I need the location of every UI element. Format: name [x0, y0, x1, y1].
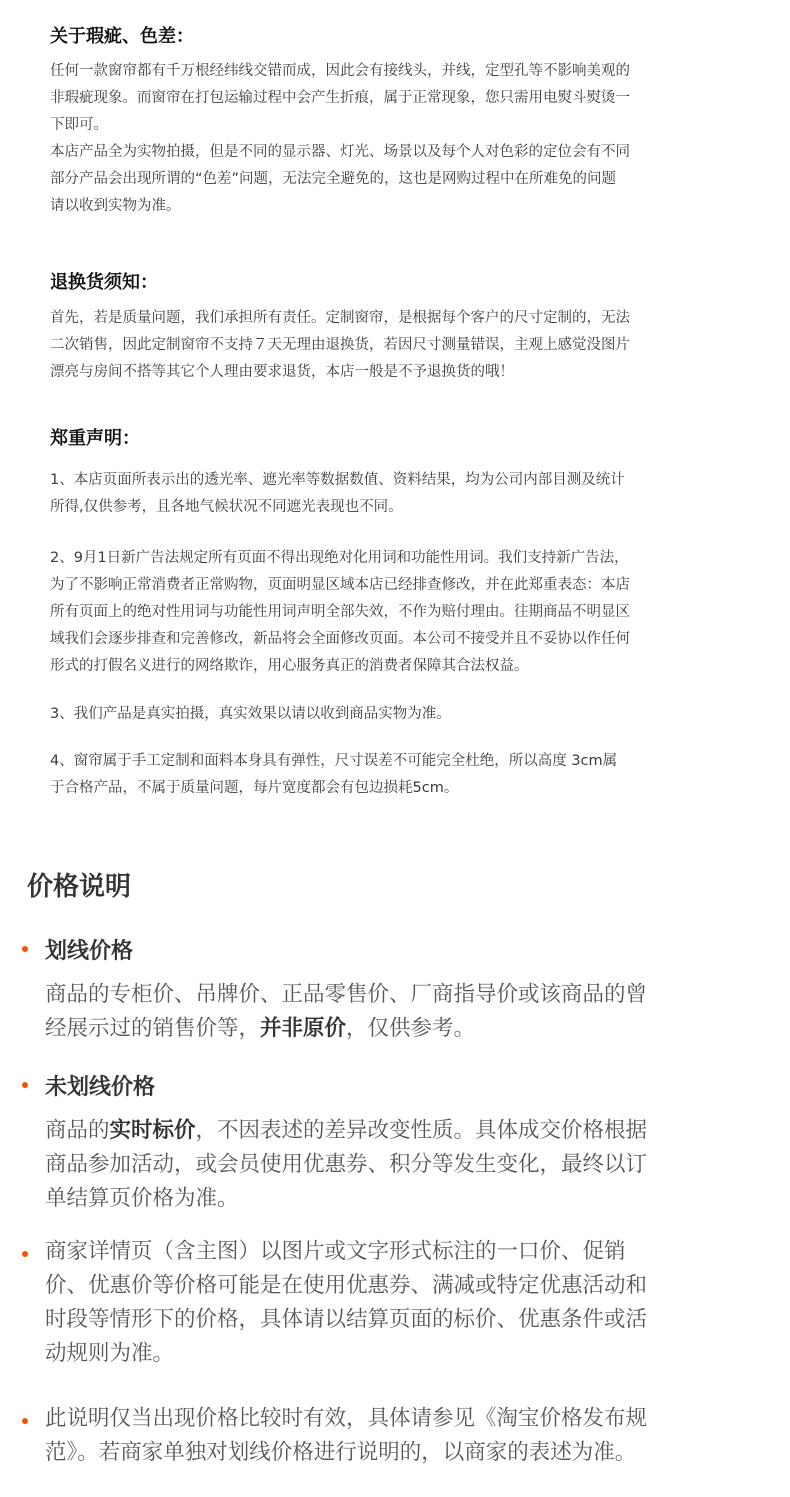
text-line: 1、本店页面所表示出的透光率、遮光率等数据数值、资料结果，均为公司内部目测及统计: [50, 472, 625, 488]
no-strike-price-body: [45, 1114, 770, 1216]
text-line: 本店产品全为实物拍摄，但是不同的显示器、灯光、场景以及每个人对色彩的定位会有不同: [50, 144, 630, 160]
returns-paragraph: [50, 305, 750, 386]
statement-item-3: [50, 701, 750, 728]
statement-item-2: [50, 545, 750, 680]
strike-price-body: [45, 978, 770, 1046]
text-line: 3、我们产品是真实拍摄，真实效果以请以收到商品实物为准。: [50, 706, 451, 722]
bullet-dot-icon: [22, 1418, 28, 1424]
text-line: 为了不影响正常消费者正常购物，页面明显区域本店已经排查修改，并在此郑重表态：本店: [50, 577, 630, 593]
text-line: 价、优惠价等价格可能是在使用优惠券、满减或特定优惠活动和: [45, 1273, 648, 1298]
price-note-body: [45, 1402, 770, 1470]
text-line: 商品的实时标价，不因表述的差异改变性质。具体成交价格根据: [45, 1118, 648, 1143]
text-line: 此说明仅当出现价格比较时有效，具体请参见《淘宝价格发布规: [45, 1406, 648, 1431]
text-line: 商家详情页（含主图）以图片或文字形式标注的一口价、促销: [45, 1239, 626, 1264]
text-line: 所得,仅供参考，且各地气候状况不同遮光表现也不同。: [50, 499, 403, 515]
text-line: 任何一款窗帘都有千万根经纬线交错而成，因此会有接线头，并线，定型孔等不影响美观的: [50, 63, 630, 79]
text-line: 4、窗帘属于手工定制和面料本身具有弹性，尺寸误差不可能完全杜绝，所以高度 3cm属: [50, 753, 618, 769]
text-line: 漂亮与房间不搭等其它个人理由要求退货，本店一般是不予退换货的哦！: [50, 364, 514, 380]
text-line: 请以收到实物为准。: [50, 198, 181, 214]
bullet-dot-icon: [22, 1082, 28, 1088]
no-strike-price-title: 未划线价格: [45, 1075, 156, 1100]
text-line: 二次销售，因此定制窗帘不支持７天无理由退换货，若因尺寸测量错误，主观上感觉没图片: [50, 337, 630, 353]
text-line: 于合格产品，不属于质量问题，每片宽度都会有包边损耗5cm。: [50, 780, 459, 796]
text-line: 所有页面上的绝对性用词与功能性用词声明全部失效，不作为赔付理由。往期商品不明显区: [50, 604, 630, 620]
text-line: 单结算页价格为准。: [45, 1186, 239, 1211]
returns-title: 退换货须知：: [50, 272, 158, 293]
highlight-text: 并非原价: [260, 1016, 347, 1041]
text-line: 部分产品会出现所谓的“色差”问题，无法完全避免的，这也是网购过程中在所难免的问题: [50, 171, 617, 187]
text-line: 首先，若是质量问题，我们承担所有责任。定制窗帘，是根据每个客户的尺寸定制的，无法: [50, 310, 630, 326]
detail-price-body: [45, 1235, 770, 1371]
statement-item-4: [50, 748, 750, 802]
flaws-title: 关于瑕疵、色差：: [50, 26, 194, 47]
text-line: 形式的打假名义进行的网络欺诈，用心服务真正的消费者保障其合法权益。: [50, 658, 529, 674]
statement-item-1: [50, 467, 750, 521]
text-line: 下即可。: [50, 117, 108, 133]
text-line: 非瑕疵现象。而窗帘在打包运输过程中会产生折痕，属于正常现象，您只需用电熨斗熨烫一: [50, 90, 630, 106]
text-line: 2、9月1日新广告法规定所有页面不得出现绝对化用词和功能性用词。我们支持新广告法，: [50, 550, 629, 566]
text-line: 范》。若商家单独对划线价格进行说明的，以商家的表述为准。: [45, 1440, 637, 1465]
text-line: 商品的专柜价、吊牌价、正品零售价、厂商指导价或该商品的曾: [45, 982, 648, 1007]
text-line: 时段等情形下的价格，具体请以结算页面的标价、优惠条件或活: [45, 1307, 648, 1332]
bullet-dot-icon: [22, 1251, 28, 1257]
price-heading: 价格说明: [27, 872, 132, 902]
highlight-text: 实时标价: [109, 1118, 196, 1143]
text-line: 商品参加活动，或会员使用优惠券、积分等发生变化，最终以订: [45, 1152, 648, 1177]
text-line: 经展示过的销售价等，并非原价，仅供参考。: [45, 1016, 476, 1041]
statement-title: 郑重声明：: [50, 428, 140, 449]
strike-price-title: 划线价格: [45, 939, 134, 964]
flaws-paragraph: [50, 58, 750, 220]
bullet-dot-icon: [22, 946, 28, 952]
text-line: 域我们会逐步排查和完善修改，新品将会全面修改页面。本公司不接受并且不妥协以作任何: [50, 631, 630, 647]
text-line: 动规则为准。: [45, 1341, 175, 1366]
